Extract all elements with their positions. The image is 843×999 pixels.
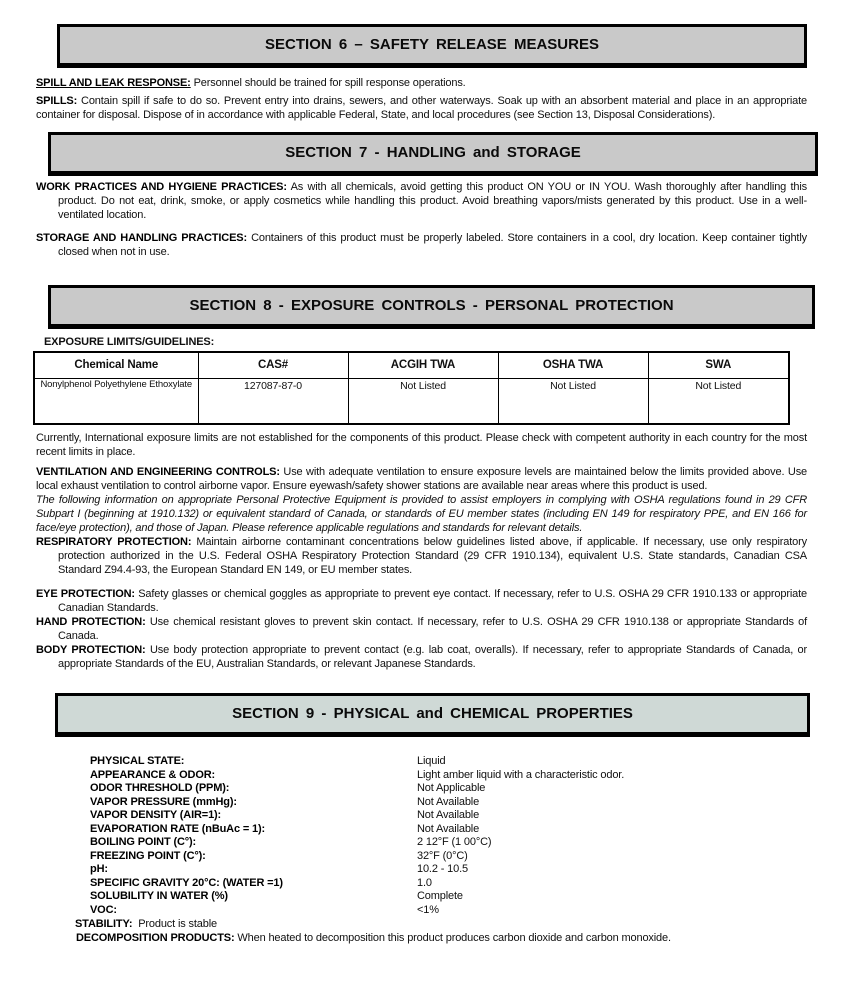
cell-chemical-name: Nonylphenol Polyethylene Ethoxylate — [34, 379, 198, 425]
property-value: Not Available — [417, 795, 480, 808]
property-value: <1% — [417, 903, 439, 916]
column-header-swa: SWA — [648, 352, 789, 379]
property-label: SPECIFIC GRAVITY 20°C: (WATER =1) — [90, 876, 283, 889]
spill-and-leak-text: Personnel should be trained for spill response operations. — [193, 77, 466, 89]
property-row-freezing-point — [36, 850, 807, 864]
spills-label: SPILLS: — [36, 95, 78, 107]
column-header-chemical-name: Chemical Name — [34, 352, 198, 379]
decomposition-label: DECOMPOSITION PRODUCTS: — [76, 932, 235, 944]
stability-text: Product is stable — [138, 918, 217, 930]
property-value: Light amber liquid with a characteristic odor. — [417, 768, 625, 781]
storage-practices-text: Containers of this product must be properly labeled. Store containers in a cool, dry location. Keep container tightly closed when not in use. — [58, 232, 807, 258]
decomposition-line — [76, 931, 807, 945]
property-label: VOC: — [90, 903, 117, 916]
property-value: Not Available — [417, 822, 480, 835]
cell-cas-number: 127087-87-0 — [198, 379, 348, 425]
spills-paragraph — [36, 94, 807, 122]
property-label: VAPOR PRESSURE (mmHg): — [90, 795, 237, 808]
property-value: Liquid — [417, 755, 446, 767]
section-9-header — [55, 693, 810, 737]
column-header-cas: CAS# — [198, 352, 348, 379]
storage-practices-paragraph — [36, 231, 807, 259]
ventilation-paragraph — [36, 465, 807, 493]
ventilation-label: VENTILATION AND ENGINEERING CONTROLS: — [36, 466, 280, 478]
property-row-solubility — [36, 890, 807, 904]
property-value: Not Applicable — [417, 782, 486, 794]
section-6-title: SECTION 6 – SAFETY RELEASE MEASURES — [265, 36, 599, 53]
cell-swa: Not Listed — [648, 379, 789, 425]
section-7-header — [48, 132, 818, 176]
work-practices-paragraph — [36, 180, 807, 222]
eye-protection-paragraph — [36, 587, 807, 615]
property-label: BOILING POINT (C°): — [90, 836, 197, 848]
eye-protection-label: EYE PROTECTION: — [36, 588, 135, 600]
exposure-table-header-row — [34, 352, 789, 379]
property-value: 2 12°F (1 00°C) — [417, 836, 492, 848]
currently-limits-paragraph: Currently, International exposure limits are not established for the components of this product. Please check with competent authority in each country for the most recent limits in place. — [36, 432, 807, 458]
work-practices-label: WORK PRACTICES AND HYGIENE PRACTICES: — [36, 181, 287, 193]
property-row-boiling-point — [36, 836, 807, 850]
property-label: ODOR THRESHOLD (PPM): — [90, 782, 230, 794]
respiratory-label: RESPIRATORY PROTECTION: — [36, 536, 192, 548]
property-value: Complete — [417, 890, 463, 902]
property-value: 1.0 — [417, 876, 432, 889]
cell-acgih-twa: Not Listed — [348, 379, 498, 425]
section-7-title: SECTION 7 - HANDLING and STORAGE — [285, 144, 581, 161]
respiratory-paragraph — [36, 535, 807, 577]
section-9-title: SECTION 9 - PHYSICAL and CHEMICAL PROPERTIES — [232, 705, 633, 722]
hand-protection-paragraph — [36, 615, 807, 643]
stability-label: STABILITY: — [75, 918, 133, 930]
stability-line — [75, 917, 807, 931]
exposure-table-row — [34, 379, 789, 425]
property-label: EVAPORATION RATE (nBuAc = 1): — [90, 822, 266, 835]
property-row-ph — [36, 863, 807, 877]
spill-and-leak-label: SPILL AND LEAK RESPONSE: — [36, 77, 191, 89]
section-8-header — [48, 285, 815, 329]
property-row-evaporation-rate — [36, 823, 807, 837]
decomposition-text: When heated to decomposition this product produces carbon dioxide and carbon monoxide. — [237, 932, 671, 944]
column-header-osha-twa: OSHA TWA — [498, 352, 648, 379]
property-value: 32°F (0°C) — [417, 849, 468, 862]
property-row-voc — [36, 904, 807, 918]
property-label: APPEARANCE & ODOR: — [90, 768, 216, 781]
ppe-italic-paragraph: The following information on appropriate Personal Protective Equipment is provided to assist employers in complying with OSHA regulations found in 29 CFR Subpart I (beginning at 1910.132) or equivalent standard of Canada, or standards of EU member states (including EN 149 for respiratory PPE, and EN 166 for face/eye protection), and those of Japan. Please reference applicable regulations and standards for relevant details. — [36, 494, 807, 534]
property-label: PHYSICAL STATE: — [90, 755, 185, 767]
body-protection-paragraph — [36, 643, 807, 671]
property-label: SOLUBILITY IN WATER (%) — [90, 890, 228, 902]
property-row-vapor-density — [36, 809, 807, 823]
property-row-specific-gravity — [36, 877, 807, 891]
exposure-limits-label: EXPOSURE LIMITS/GUIDELINES: — [44, 336, 215, 348]
body-protection-text: Use body protection appropriate to prevent contact (e.g. lab coat, overalls). If necessary, refer to appropriate Standards of Canada, or appropriate Standards of the EU, Australian Standards, or relevant Japanese Standards. — [58, 644, 808, 670]
eye-protection-text: Safety glasses or chemical goggles as appropriate to prevent eye contact. If necessary, refer to U.S. OSHA 29 CFR 1910.133 or appropriate Canadian Standards. — [58, 588, 807, 614]
body-protection-label: BODY PROTECTION: — [36, 644, 146, 656]
property-value: 10.2 - 10.5 — [417, 863, 468, 875]
property-row-vapor-pressure — [36, 796, 807, 810]
work-practices-text: As with all chemicals, avoid getting this product ON YOU or IN YOU. Wash thoroughly after handling this product. Do not eat, drink, smoke, or apply cosmetics while handling this product. Avoid breathing vapors/mists generated by this product. Use in a well-ventilated location. — [58, 181, 807, 221]
ventilation-text: Use with adequate ventilation to ensure exposure levels are maintained below the limits provided above. Use local exhaust ventilation to control airborne vapor. Ensure eyewash/safety shower stations are available near areas where this product is used. — [36, 466, 808, 492]
property-label: VAPOR DENSITY (AIR=1): — [90, 809, 222, 821]
section-8-title: SECTION 8 - EXPOSURE CONTROLS - PERSONAL PROTECTION — [189, 297, 674, 314]
property-label: pH: — [90, 863, 108, 875]
storage-practices-label: STORAGE AND HANDLING PRACTICES: — [36, 232, 247, 244]
property-row-physical-state — [36, 755, 807, 769]
hand-protection-text: Use chemical resistant gloves to prevent skin contact. If necessary, refer to U.S. OSHA 29 CFR 1910.138 or appropriate Standards of Canada. — [58, 616, 807, 642]
property-value: Not Available — [417, 809, 480, 821]
spills-text: Contain spill if safe to do so. Prevent entry into drains, sewers, and other waterways. Soak up with an absorbent material and place in an appropriate container for disposal. Dispose of in accordance with applicable Federal, State, and local procedures (see Section 13, Disposal Considerations). — [36, 95, 807, 121]
spill-and-leak-paragraph — [36, 76, 807, 90]
respiratory-text: Maintain airborne contaminant concentrations below guidelines listed above, if applicable. If necessary, use only respiratory protection authorized in the U.S. Federal OSHA Respiratory Protection Standard (29 CFR 1910.134), equivalent U.S. State standards, Canadian CSA Standard Z94.4-93, the European Standard EN 149, or EU member states. — [58, 536, 807, 576]
section-6-header — [57, 24, 807, 68]
cell-osha-twa: Not Listed — [498, 379, 648, 425]
physical-properties-list — [36, 755, 807, 917]
property-row-appearance-odor — [36, 769, 807, 783]
exposure-limits-table — [33, 351, 790, 425]
property-label: FREEZING POINT (C°): — [90, 849, 206, 862]
column-header-acgih-twa: ACGIH TWA — [348, 352, 498, 379]
property-row-odor-threshold — [36, 782, 807, 796]
hand-protection-label: HAND PROTECTION: — [36, 616, 146, 628]
